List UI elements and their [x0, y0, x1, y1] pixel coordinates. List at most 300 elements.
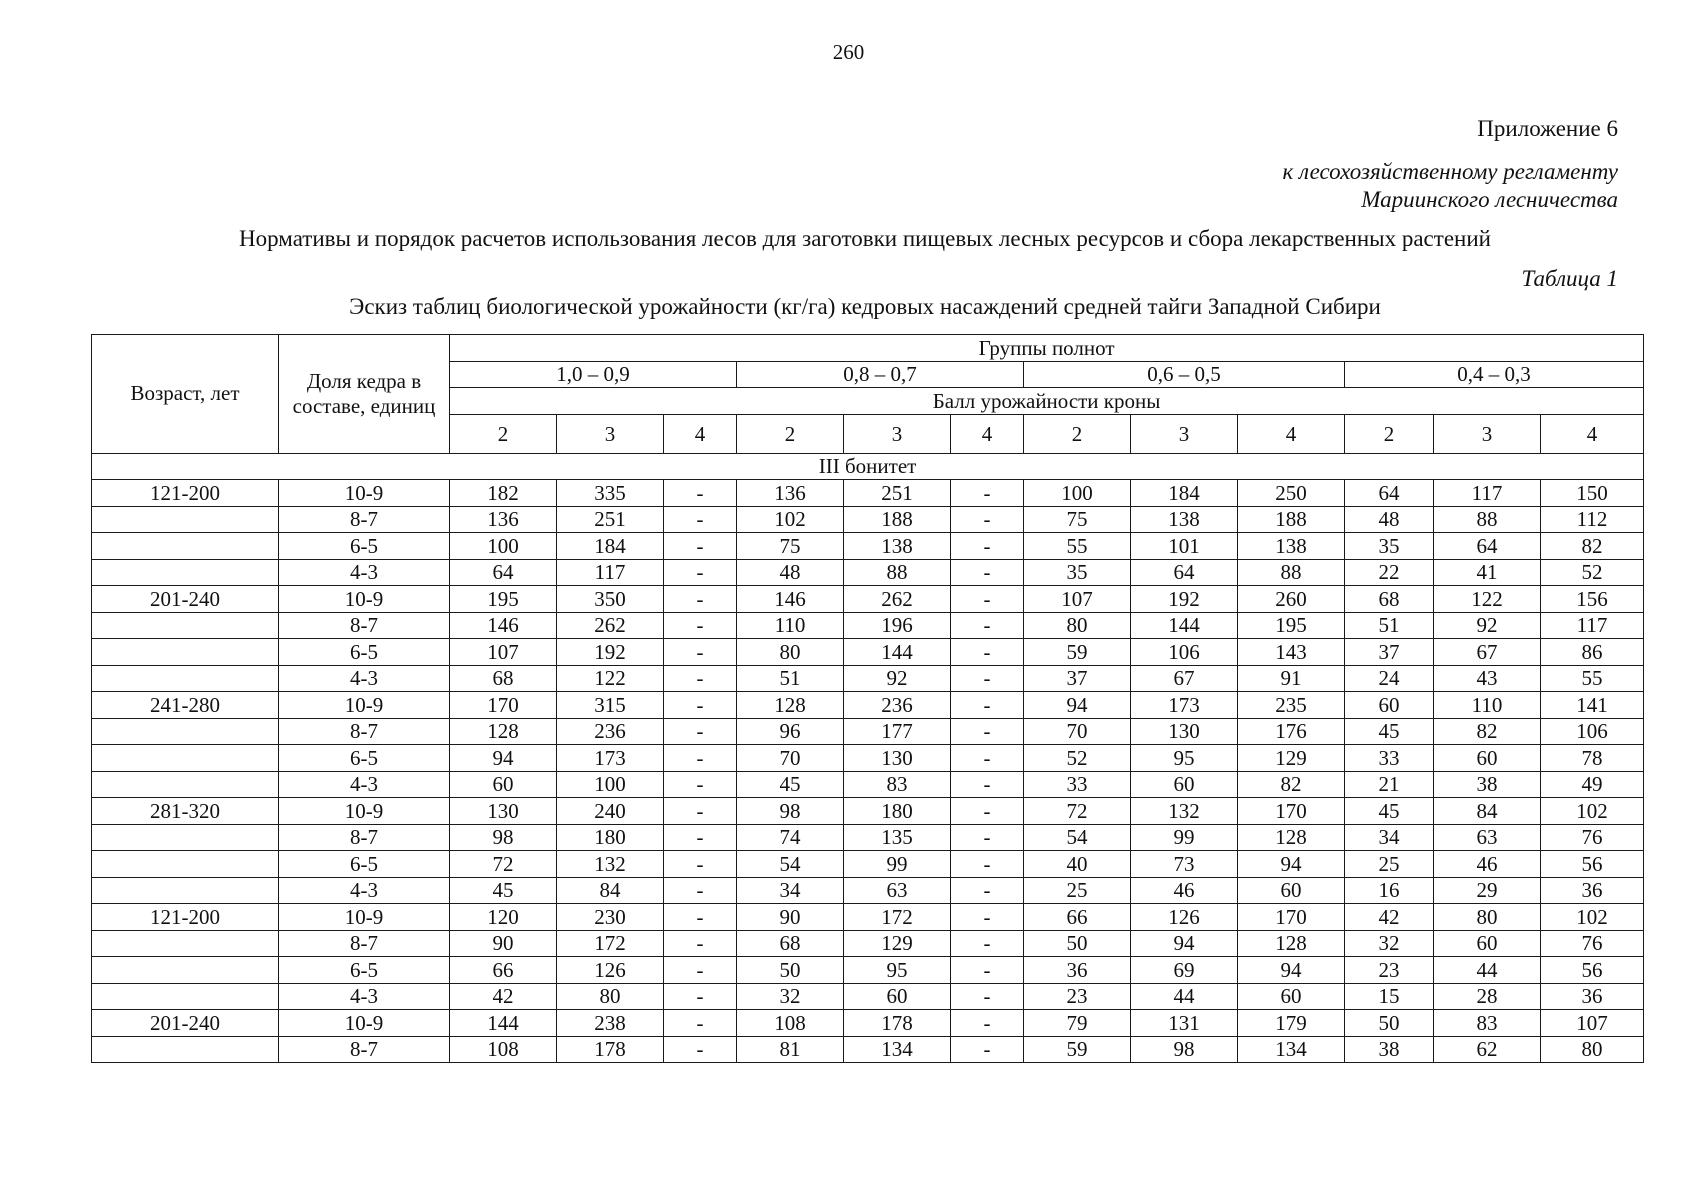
yield-cell: 83: [844, 771, 951, 798]
yield-cell: 34: [1345, 824, 1434, 851]
regulation-line-2: Мариинского лесничества: [1361, 187, 1618, 212]
header-score: 3: [1131, 414, 1238, 453]
yield-cell: 335: [557, 480, 664, 507]
header-density-group: 0,8 – 0,7: [737, 361, 1024, 388]
yield-cell: 182: [450, 480, 557, 507]
age-cell: [92, 930, 279, 957]
yield-cell: 56: [1541, 851, 1644, 878]
yield-cell: 170: [1238, 798, 1345, 825]
share-cell: 8-7: [279, 824, 450, 851]
yield-cell: 68: [1345, 586, 1434, 613]
yield-cell: 36: [1024, 957, 1131, 984]
section-row: [92, 453, 1644, 480]
share-cell: 4-3: [279, 665, 450, 692]
age-cell: [92, 745, 279, 772]
yield-cell: -: [664, 506, 737, 533]
yield-cell: 98: [737, 798, 844, 825]
yield-cell: 66: [450, 957, 557, 984]
yield-cell: 60: [1345, 692, 1434, 719]
yield-cell: 132: [557, 851, 664, 878]
yield-cell: 173: [557, 745, 664, 772]
yield-cell: 180: [844, 798, 951, 825]
yield-cell: 251: [844, 480, 951, 507]
share-cell: 10-9: [279, 1010, 450, 1037]
yield-cell: 36: [1541, 877, 1644, 904]
yield-cell: -: [951, 930, 1024, 957]
age-cell: 281-320: [92, 798, 279, 825]
document-title: Нормативы и порядок расчетов использования лесов для заготовки пищевых лесных ресурсов и сбора лекарственных растений: [239, 226, 1491, 251]
header-density-groups: Группы полнот: [450, 335, 1644, 362]
yield-cell: 80: [737, 639, 844, 666]
yield-cell: 88: [1238, 559, 1345, 586]
share-cell: 6-5: [279, 745, 450, 772]
table-row: [92, 718, 1644, 745]
yield-cell: 315: [557, 692, 664, 719]
section-label: III бонитет: [92, 453, 1644, 480]
yield-cell: 136: [450, 506, 557, 533]
yield-cell: 236: [844, 692, 951, 719]
yield-cell: 94: [450, 745, 557, 772]
yield-cell: -: [664, 771, 737, 798]
yield-cell: 230: [557, 904, 664, 931]
yield-cell: 64: [1131, 559, 1238, 586]
yield-cell: 138: [1238, 533, 1345, 560]
yield-cell: 135: [844, 824, 951, 851]
yield-cell: 100: [1024, 480, 1131, 507]
age-cell: [92, 824, 279, 851]
yield-cell: -: [951, 798, 1024, 825]
yield-cell: 128: [1238, 930, 1345, 957]
yield-cell: -: [664, 1010, 737, 1037]
age-cell: 241-280: [92, 692, 279, 719]
yield-cell: 88: [844, 559, 951, 586]
yield-cell: 75: [1024, 506, 1131, 533]
yield-cell: 64: [1434, 533, 1541, 560]
yield-cell: 136: [737, 480, 844, 507]
yield-cell: 188: [1238, 506, 1345, 533]
yield-cell: 64: [1345, 480, 1434, 507]
table-row: [92, 957, 1644, 984]
yield-cell: 72: [1024, 798, 1131, 825]
yield-cell: 117: [557, 559, 664, 586]
share-cell: 4-3: [279, 983, 450, 1010]
yield-cell: 177: [844, 718, 951, 745]
table-caption: Эскиз таблиц биологической урожайности (кг/га) кедровых насаждений средней тайги Западной Сибири: [349, 294, 1381, 319]
yield-cell: -: [951, 692, 1024, 719]
yield-cell: 32: [1345, 930, 1434, 957]
yield-cell: -: [951, 745, 1024, 772]
yield-cell: 126: [557, 957, 664, 984]
yield-cell: 192: [557, 639, 664, 666]
yield-cell: 54: [1024, 824, 1131, 851]
share-cell: 4-3: [279, 877, 450, 904]
yield-cell: 100: [557, 771, 664, 798]
table-row: [92, 506, 1644, 533]
table-row: [92, 586, 1644, 613]
yield-cell: 81: [737, 1036, 844, 1063]
share-cell: 6-5: [279, 957, 450, 984]
yield-cell: 70: [1024, 718, 1131, 745]
yield-cell: 32: [737, 983, 844, 1010]
yield-cell: -: [664, 718, 737, 745]
yield-cell: 45: [450, 877, 557, 904]
yield-cell: 38: [1434, 771, 1541, 798]
yield-cell: 128: [450, 718, 557, 745]
table-row: [92, 798, 1644, 825]
header-density-group: 0,4 – 0,3: [1345, 361, 1644, 388]
yield-cell: -: [951, 533, 1024, 560]
yield-cell: 146: [450, 612, 557, 639]
yield-cell: 91: [1238, 665, 1345, 692]
yield-cell: -: [664, 798, 737, 825]
yield-cell: 122: [1434, 586, 1541, 613]
table-row: [92, 1010, 1644, 1037]
yield-cell: 196: [844, 612, 951, 639]
yield-cell: 179: [1238, 1010, 1345, 1037]
yield-cell: 102: [1541, 904, 1644, 931]
yield-cell: 29: [1434, 877, 1541, 904]
yield-cell: -: [951, 559, 1024, 586]
header-score: 2: [1024, 414, 1131, 453]
yield-cell: 134: [844, 1036, 951, 1063]
table-row: [92, 824, 1644, 851]
yield-cell: 25: [1345, 851, 1434, 878]
yield-cell: 38: [1345, 1036, 1434, 1063]
yield-cell: 35: [1345, 533, 1434, 560]
yield-cell: -: [951, 824, 1024, 851]
yield-cell: 80: [557, 983, 664, 1010]
yield-cell: 94: [1238, 957, 1345, 984]
table-row: [92, 612, 1644, 639]
yield-cell: 83: [1434, 1010, 1541, 1037]
yield-cell: 75: [737, 533, 844, 560]
age-cell: 201-240: [92, 586, 279, 613]
header-score: 4: [664, 414, 737, 453]
yield-cell: 134: [1238, 1036, 1345, 1063]
yield-cell: 95: [844, 957, 951, 984]
yield-cell: 100: [450, 533, 557, 560]
yield-cell: 37: [1024, 665, 1131, 692]
yield-cell: -: [664, 533, 737, 560]
age-cell: [92, 877, 279, 904]
yield-cell: -: [951, 665, 1024, 692]
yield-cell: -: [951, 771, 1024, 798]
yield-cell: 24: [1345, 665, 1434, 692]
yield-cell: 55: [1541, 665, 1644, 692]
yield-cell: 250: [1238, 480, 1345, 507]
share-cell: 10-9: [279, 586, 450, 613]
yield-cell: 172: [844, 904, 951, 931]
share-cell: 8-7: [279, 1036, 450, 1063]
yield-cell: 138: [844, 533, 951, 560]
age-cell: [92, 665, 279, 692]
yield-cell: 43: [1434, 665, 1541, 692]
header-score: 4: [951, 414, 1024, 453]
table-row: [92, 692, 1644, 719]
yield-cell: 80: [1434, 904, 1541, 931]
yield-cell: 48: [737, 559, 844, 586]
yield-cell: 33: [1345, 745, 1434, 772]
yield-cell: 108: [737, 1010, 844, 1037]
age-cell: [92, 533, 279, 560]
yield-cell: 173: [1131, 692, 1238, 719]
yield-cell: 69: [1131, 957, 1238, 984]
header-score: 4: [1238, 414, 1345, 453]
yield-cell: 98: [450, 824, 557, 851]
yield-cell: 195: [1238, 612, 1345, 639]
yield-cell: 138: [1131, 506, 1238, 533]
yield-cell: 110: [737, 612, 844, 639]
yield-cell: 178: [557, 1036, 664, 1063]
header-age: Возраст, лет: [92, 335, 279, 454]
yield-cell: 129: [844, 930, 951, 957]
yield-cell: 21: [1345, 771, 1434, 798]
yield-cell: 82: [1541, 533, 1644, 560]
yield-cell: 132: [1131, 798, 1238, 825]
yield-cell: 80: [1024, 612, 1131, 639]
page-number: 260: [832, 40, 865, 64]
yield-cell: -: [951, 957, 1024, 984]
yield-cell: 128: [1238, 824, 1345, 851]
yield-cell: 63: [1434, 824, 1541, 851]
header-score: 4: [1541, 414, 1644, 453]
yield-cell: 112: [1541, 506, 1644, 533]
yield-cell: 184: [557, 533, 664, 560]
yield-cell: 42: [1345, 904, 1434, 931]
yield-cell: 49: [1541, 771, 1644, 798]
yield-cell: 50: [1024, 930, 1131, 957]
header-score: 2: [737, 414, 844, 453]
yield-cell: -: [664, 665, 737, 692]
yield-cell: 33: [1024, 771, 1131, 798]
yield-cell: 94: [1131, 930, 1238, 957]
yield-cell: 50: [1345, 1010, 1434, 1037]
yield-cell: 107: [1024, 586, 1131, 613]
yield-cell: 107: [450, 639, 557, 666]
yield-cell: 192: [1131, 586, 1238, 613]
yield-cell: 23: [1024, 983, 1131, 1010]
yield-cell: -: [951, 586, 1024, 613]
yield-cell: 94: [1238, 851, 1345, 878]
header-score: 2: [1345, 414, 1434, 453]
yield-cell: 108: [450, 1036, 557, 1063]
yield-cell: 92: [1434, 612, 1541, 639]
yield-cell: -: [951, 851, 1024, 878]
yield-cell: 92: [844, 665, 951, 692]
yield-cell: 59: [1024, 1036, 1131, 1063]
yield-cell: 90: [450, 930, 557, 957]
yield-cell: 144: [450, 1010, 557, 1037]
yield-cell: 184: [1131, 480, 1238, 507]
yield-cell: 70: [737, 745, 844, 772]
yield-cell: 117: [1434, 480, 1541, 507]
yield-cell: 130: [844, 745, 951, 772]
yield-cell: 60: [844, 983, 951, 1010]
yield-cell: 106: [1131, 639, 1238, 666]
yield-cell: 22: [1345, 559, 1434, 586]
yield-cell: -: [664, 877, 737, 904]
yield-cell: 28: [1434, 983, 1541, 1010]
yield-cell: -: [951, 612, 1024, 639]
table-row: [92, 877, 1644, 904]
yield-cell: 79: [1024, 1010, 1131, 1037]
yield-cell: 42: [450, 983, 557, 1010]
yield-cell: 82: [1434, 718, 1541, 745]
yield-cell: 50: [737, 957, 844, 984]
yield-cell: 45: [1345, 798, 1434, 825]
table-row: [92, 851, 1644, 878]
yield-cell: 129: [1238, 745, 1345, 772]
yield-cell: 74: [737, 824, 844, 851]
yield-cell: -: [664, 480, 737, 507]
yield-cell: 238: [557, 1010, 664, 1037]
yield-cell: 48: [1345, 506, 1434, 533]
yield-cell: 82: [1238, 771, 1345, 798]
yield-cell: 170: [450, 692, 557, 719]
yield-cell: 102: [1541, 798, 1644, 825]
yield-cell: 195: [450, 586, 557, 613]
yield-cell: 128: [737, 692, 844, 719]
yield-cell: -: [951, 718, 1024, 745]
yield-cell: 117: [1541, 612, 1644, 639]
yield-cell: -: [951, 877, 1024, 904]
yield-cell: 40: [1024, 851, 1131, 878]
yield-cell: 107: [1541, 1010, 1644, 1037]
yield-cell: 66: [1024, 904, 1131, 931]
yield-table: [91, 334, 1644, 1063]
age-cell: [92, 639, 279, 666]
yield-cell: -: [664, 586, 737, 613]
yield-cell: 130: [450, 798, 557, 825]
yield-cell: -: [664, 559, 737, 586]
yield-cell: 96: [737, 718, 844, 745]
yield-cell: 176: [1238, 718, 1345, 745]
yield-cell: -: [951, 480, 1024, 507]
yield-cell: 41: [1434, 559, 1541, 586]
table-row: [92, 665, 1644, 692]
yield-cell: 90: [737, 904, 844, 931]
header-score: 3: [844, 414, 951, 453]
table-row: [92, 771, 1644, 798]
yield-cell: 144: [1131, 612, 1238, 639]
yield-cell: 150: [1541, 480, 1644, 507]
yield-cell: 80: [1541, 1036, 1644, 1063]
table-row: [92, 639, 1644, 666]
yield-cell: -: [664, 957, 737, 984]
yield-cell: 95: [1131, 745, 1238, 772]
yield-cell: 131: [1131, 1010, 1238, 1037]
yield-cell: 37: [1345, 639, 1434, 666]
yield-cell: 102: [737, 506, 844, 533]
yield-cell: -: [664, 612, 737, 639]
yield-cell: 170: [1238, 904, 1345, 931]
yield-cell: 55: [1024, 533, 1131, 560]
yield-cell: 45: [1345, 718, 1434, 745]
yield-cell: -: [951, 639, 1024, 666]
age-cell: [92, 612, 279, 639]
header-density-group: 0,6 – 0,5: [1024, 361, 1345, 388]
share-cell: 8-7: [279, 718, 450, 745]
age-cell: [92, 559, 279, 586]
yield-cell: 52: [1024, 745, 1131, 772]
yield-cell: 88: [1434, 506, 1541, 533]
table-row: [92, 480, 1644, 507]
yield-cell: 235: [1238, 692, 1345, 719]
yield-cell: -: [951, 983, 1024, 1010]
share-cell: 6-5: [279, 639, 450, 666]
yield-cell: 36: [1541, 983, 1644, 1010]
age-cell: [92, 851, 279, 878]
yield-cell: 72: [450, 851, 557, 878]
yield-cell: 236: [557, 718, 664, 745]
appendix-label: Приложение 6: [1477, 116, 1618, 141]
yield-cell: 76: [1541, 930, 1644, 957]
yield-cell: 51: [1345, 612, 1434, 639]
yield-cell: 44: [1434, 957, 1541, 984]
header-density-group: 1,0 – 0,9: [450, 361, 737, 388]
yield-cell: 86: [1541, 639, 1644, 666]
yield-cell: 101: [1131, 533, 1238, 560]
yield-cell: 60: [1238, 877, 1345, 904]
share-cell: 6-5: [279, 533, 450, 560]
age-cell: [92, 718, 279, 745]
yield-cell: 60: [1238, 983, 1345, 1010]
table-row: [92, 533, 1644, 560]
yield-cell: 34: [737, 877, 844, 904]
age-cell: [92, 1036, 279, 1063]
yield-cell: -: [664, 1036, 737, 1063]
yield-cell: 25: [1024, 877, 1131, 904]
yield-cell: -: [664, 904, 737, 931]
yield-cell: 16: [1345, 877, 1434, 904]
yield-cell: 262: [557, 612, 664, 639]
yield-cell: -: [664, 824, 737, 851]
share-cell: 6-5: [279, 851, 450, 878]
table-row: [92, 983, 1644, 1010]
header-crown-score: Балл урожайности кроны: [450, 388, 1644, 415]
yield-cell: 60: [1434, 930, 1541, 957]
yield-cell: 130: [1131, 718, 1238, 745]
header-score: 2: [450, 414, 557, 453]
header-score: 3: [557, 414, 664, 453]
yield-cell: 262: [844, 586, 951, 613]
yield-cell: 178: [844, 1010, 951, 1037]
share-cell: 10-9: [279, 692, 450, 719]
age-cell: 121-200: [92, 904, 279, 931]
yield-cell: -: [664, 851, 737, 878]
age-cell: 121-200: [92, 480, 279, 507]
share-cell: 8-7: [279, 930, 450, 957]
table-label: Таблица 1: [1521, 266, 1618, 291]
yield-cell: 106: [1541, 718, 1644, 745]
yield-cell: 98: [1131, 1036, 1238, 1063]
age-cell: [92, 506, 279, 533]
yield-cell: 260: [1238, 586, 1345, 613]
share-cell: 8-7: [279, 506, 450, 533]
yield-cell: 240: [557, 798, 664, 825]
yield-cell: 350: [557, 586, 664, 613]
share-cell: 4-3: [279, 559, 450, 586]
yield-cell: 60: [1434, 745, 1541, 772]
yield-cell: -: [664, 692, 737, 719]
yield-cell: 60: [1131, 771, 1238, 798]
yield-cell: 46: [1434, 851, 1541, 878]
table-row: [92, 745, 1644, 772]
yield-cell: 251: [557, 506, 664, 533]
yield-cell: 99: [844, 851, 951, 878]
header-row-1: [92, 335, 1644, 362]
yield-cell: 68: [737, 930, 844, 957]
